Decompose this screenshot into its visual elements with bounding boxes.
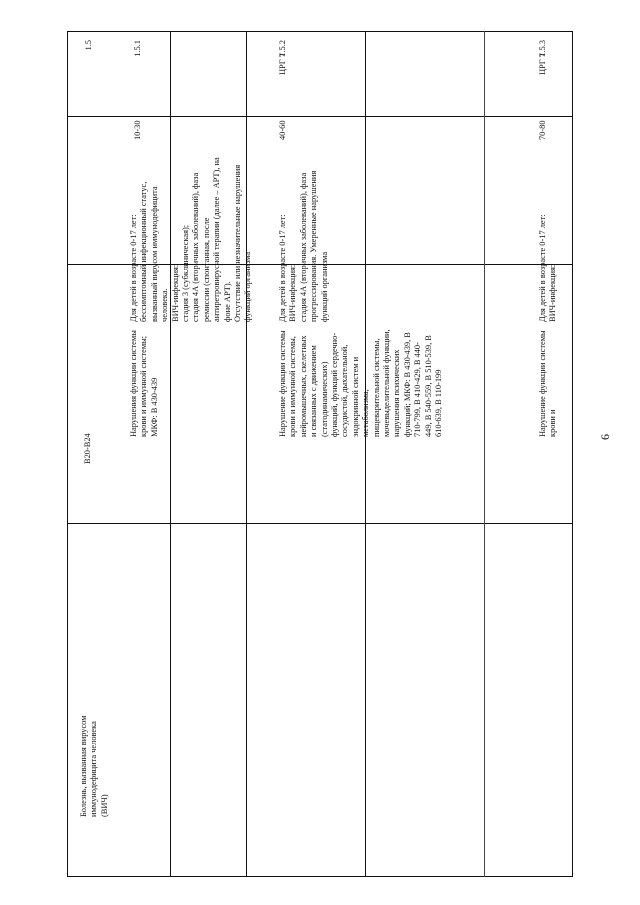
icd-code: B20-B24: [83, 433, 92, 464]
row-code: 1.5.2: [278, 40, 287, 57]
group-value: ЦРГ 7: [538, 53, 547, 75]
percent-value: 40-60: [278, 120, 287, 140]
criteria-text: Для детей в возрасте 0-17 лет: ВИЧ-инфекция:: [538, 214, 558, 322]
table-row: [125, 34, 265, 870]
percent-value: 10-30: [133, 120, 142, 140]
row-code: 1.5.3: [538, 40, 547, 57]
percent-value: 70-80: [538, 120, 547, 140]
table-row: [534, 34, 572, 870]
table-row: [74, 34, 108, 870]
impairment-text: Нарушение функции системы крови и: [538, 330, 558, 437]
criteria-text: Для детей в возрасте 0-17 лет: бессимптомный инфекционный статус, вызванный вирусом иммунодефицита человека. ВИЧ-инфекция: стадия 3 (субклиническая); стадия 4А (вторичных заболеваний), фаза ремиссии (спонтанная, после антиретровирусной терапии (далее – АРТ), на фоне АРТ). Отсутствие или незначительные нарушения функций организма: [129, 157, 253, 322]
group-value: ЦРГ 7: [278, 53, 287, 75]
table-row: [274, 34, 529, 870]
disease-name: Болезнь, вызванная вирусом иммунодефицита человека (ВИЧ): [79, 715, 109, 817]
impairment-text: Нарушение функции системы крови и иммунной системы, нейромышечных, скелетных и связанных с движением (статодинамических) функций, функций сердечно-сосудистой, дыхательной, эндокринной систем и метаболизма, пищеварительной системы, мочевыделительной функции, нарушения психических функций; МКФ: B 430-439, B 710-799, B 410-429, B 440-449, B 540-559, B 510-539, B 610-639, B 110-199: [278, 329, 444, 437]
page-number: 6: [598, 434, 612, 440]
impairment-text: Нарушения функции системы крови и иммунной системы; МКФ: B 430-439: [129, 330, 159, 437]
row-code: 1.5.1: [133, 40, 142, 57]
criteria-text: Для детей в возрасте 0-17 лет: ВИЧ-инфекция: стадия 4А (вторичных заболеваний), фаза прогрессирования. Умеренные нарушения функций организма: [278, 170, 329, 322]
row-code: 1.5: [84, 40, 93, 51]
